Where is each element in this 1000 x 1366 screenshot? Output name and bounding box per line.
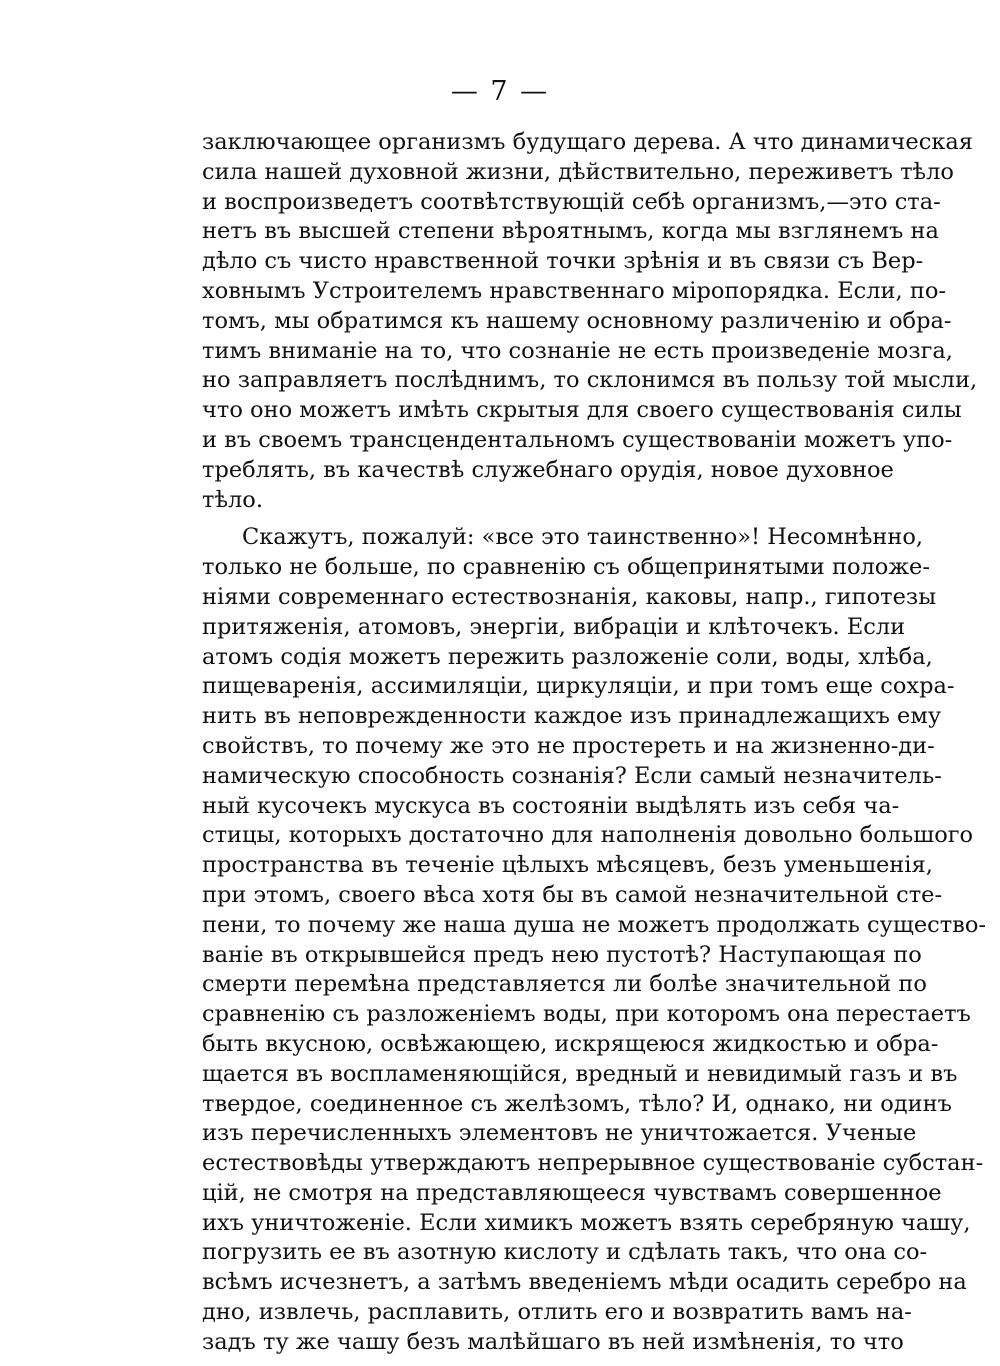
text-line: но заправляетъ послѣднимъ, то склонимся въ пользу той мысли, <box>202 367 978 394</box>
text-line: и воспроизведетъ соотвѣтствующій себѣ организмъ,—это ста- <box>202 188 941 215</box>
text-line: изъ перечисленныхъ элементовъ не уничтожается. Ученые <box>202 1120 917 1147</box>
text-line: и въ своемъ трансцендентальномъ существованіи можетъ упо- <box>202 426 953 453</box>
text-line: ихъ уничтоженіе. Если химикъ можетъ взять серебряную чашу, <box>202 1209 971 1236</box>
text-line: при этомъ, своего вѣса хотя бы въ самой незначительной сте- <box>202 881 943 908</box>
text-line: ховнымъ Устроителемъ нравственнаго міропорядка. Если, по- <box>202 277 946 304</box>
text-line: притяженія, атомовъ, энергіи, вибраціи и клѣточекъ. Если <box>202 613 906 640</box>
text-line: пространства въ теченіе цѣлыхъ мѣсяцевъ, безъ уменьшенія, <box>202 852 933 879</box>
text-line: твердое, соединенное съ желѣзомъ, тѣло? И, однако, ни одинъ <box>202 1090 952 1117</box>
text-line: свойствъ, то почему же это не простереть и на жизненно-ди- <box>202 732 935 759</box>
text-line: пени, то почему же наша душа не можетъ продолжать существо- <box>202 911 986 938</box>
text-line: пищеваренія, ассимиляціи, циркуляціи, и при томъ еще сохра- <box>202 673 955 700</box>
text-line: атомъ содія можетъ пережить разложеніе соли, воды, хлѣба, <box>202 643 933 670</box>
text-line: только не больше, по сравненію съ общепринятыми положе- <box>202 554 930 581</box>
text-line: заключающее организмъ будущаго дерева. А что динамическая <box>202 129 973 155</box>
text-line: намическую способность сознанія? Если самый незначитель- <box>202 762 942 789</box>
text-line: стицы, которыхъ достаточно для наполненія довольно большого <box>202 822 974 849</box>
text-line: треблять, въ качествѣ служебнаго орудія, новое духовное <box>202 456 894 483</box>
text-line: нить въ неповрежденности каждое изъ принадлежащихъ ему <box>202 703 942 730</box>
text-line: дно, извлечь, расплавить, отлить его и возвратить вамъ на- <box>202 1299 912 1326</box>
text-line: цій, не смотря на представляющееся чувствамъ совершенное <box>202 1179 942 1206</box>
text-line: нетъ въ высшей степени вѣроятнымъ, когда мы взглянемъ на <box>202 218 939 245</box>
text-line: тѣло. <box>202 486 264 513</box>
text-line: ваніе въ открывшейся предъ нею пустотѣ? Наступающая по <box>202 941 922 968</box>
text-line: сравненію съ разложеніемъ воды, при которомъ она перестаетъ <box>202 1001 971 1028</box>
text-line: Скажутъ, пожалуй: «все это таинственно»! Несомнѣнно, <box>242 524 924 551</box>
text-line: щается въ воспламеняющійся, вредный и невидимый газъ и въ <box>202 1060 958 1087</box>
text-line: тимъ вниманіе на то, что сознаніе не есть произведеніе мозга, <box>202 337 953 364</box>
text-line: погрузить ее въ азотную кислоту и сдѣлать такъ, что она со- <box>202 1239 928 1266</box>
page-number: — 7 — <box>450 76 550 107</box>
text-line: что оно можетъ имѣть скрытыя для своего существованія силы <box>202 397 962 424</box>
text-line: быть вкусною, освѣжающею, искрящеюся жидкостью и обра- <box>202 1030 939 1057</box>
body-text <box>202 128 986 1358</box>
text-line: ный кусочекъ мускуса въ состояніи выдѣлять изъ себя ча- <box>202 792 900 819</box>
text-line: дѣло съ чисто нравственной точки зрѣнія и въ связи съ Вер- <box>202 248 924 275</box>
text-line: всѣмъ исчезнетъ, а затѣмъ введеніемъ мѣди осадить серебро на <box>202 1269 967 1296</box>
text-line: сила нашей духовной жизни, дѣйствительно, переживетъ тѣло <box>202 158 954 185</box>
text-line: томъ, мы обратимся къ нашему основному различенію и обра- <box>202 307 952 334</box>
paragraph-2 <box>202 523 986 1357</box>
paragraph-gap <box>202 515 832 523</box>
text-line: естествовѣды утверждаютъ непрерывное существованіе субстан- <box>202 1150 984 1177</box>
text-line: ніями современнаго естествознанія, каковы, напр., гипотезы <box>202 583 937 610</box>
paragraph-1 <box>202 128 978 515</box>
text-line: смерти перемѣна представляется ли болѣе значительной по <box>202 971 927 998</box>
text-line: задъ ту же чашу безъ малѣйшаго въ ней измѣненія, то что <box>202 1328 904 1355</box>
